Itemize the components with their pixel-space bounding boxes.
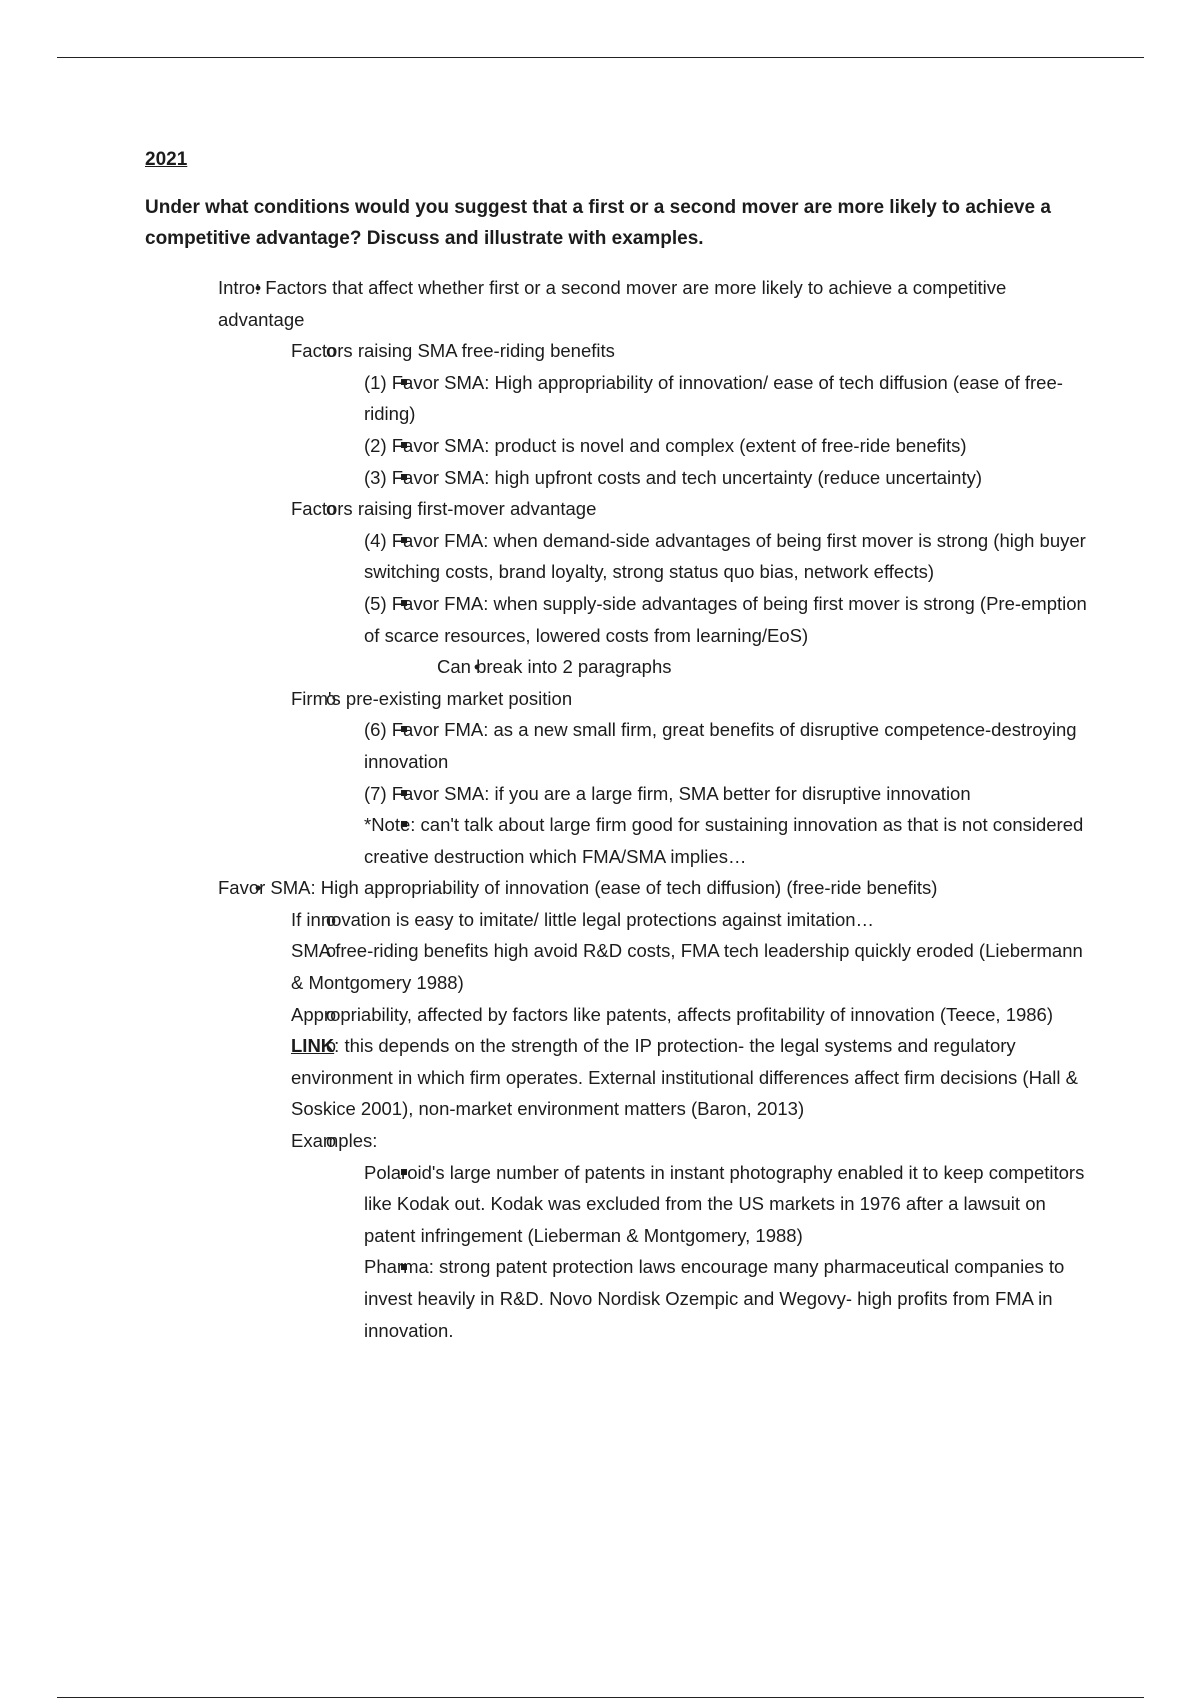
square-bullet-icon — [394, 588, 414, 620]
circle-bullet-icon — [321, 1030, 341, 1063]
list-item: o Examples: Polaroid's large number of patents in instant photography enabled it to keep competitors like Kodak out. Kodak was excluded from the US markets in 1976 after a lawsuit on patent infringement (Lieberman & Montgomery, 1988) Pharma: strong patent protection laws encourage many pharmaceutical companies to invest heavily in R&D. Novo Nordisk Ozempic and Wegovy- high profits from FMA in innovation. — [291, 1125, 1095, 1346]
list-item: Pharma: strong patent protection laws encourage many pharmaceutical companies to invest heavily in R&D. Novo Nordisk Ozempic and Wegovy- high profits from FMA in innovation. — [364, 1251, 1095, 1346]
sublist — [218, 904, 1095, 1346]
sublist — [218, 335, 1095, 872]
square-bullet-icon — [394, 1251, 414, 1283]
circle-bullet-icon — [321, 904, 341, 937]
link-label: LINK — [291, 1035, 335, 1057]
square-bullet-icon — [394, 367, 414, 399]
list-item: • Intro: Factors that affect whether first or a second mover are more likely to achieve a competitive advantage o Factors raising SMA free-riding benefits (1) Favor SMA: High appropriability of innovation/ ease of tech diffusion (ease of free-riding) (2) Favor SMA: product is novel and complex (extent of free-ride benefits) (3) Favor SMA: high upfront costs and tech uncertainty (reduce uncertainty) o Factors raising first-mover advantage (4) Favor FMA: when demand-side advantages of being first mover is strong (high buyer switching costs, brand loyalty, strong status quo bias, network effects) (5) Favor FMA: when supply-side advantages of being first mover is strong (Pre-emption of scarce resources, lowered costs from learning/EoS) • Can break into 2 paragraphs o Firm's pre-existing market position (6) Favor FMA: as a new small firm, great benefits of disruptive competence-destroying innovation (7) Favor SMA: if you are a large firm, SMA better for disruptive innovation *Note: can't talk about large firm good for sustaining innovation as that is not considered creative destruction which FMA/SMA implies… — [218, 272, 1095, 872]
list-item: *Note: can't talk about large firm good for sustaining innovation as that is not considered creative destruction which FMA/SMA implies… — [364, 809, 1095, 872]
list-item: (5) Favor FMA: when supply-side advantages of being first mover is strong (Pre-emption of scarce resources, lowered costs from learning/EoS) • Can break into 2 paragraphs — [364, 588, 1095, 683]
list-item: (6) Favor FMA: as a new small firm, great benefits of disruptive competence-destroying innovation — [364, 714, 1095, 777]
square-bullet-icon — [394, 525, 414, 557]
list-item: o Factors raising first-mover advantage (4) Favor FMA: when demand-side advantages of being first mover is strong (high buyer switching costs, brand loyalty, strong status quo bias, network effects) (5) Favor FMA: when supply-side advantages of being first mover is strong (Pre-emption of scarce resources, lowered costs from learning/EoS) • Can break into 2 paragraphs — [291, 493, 1095, 683]
outline-list — [145, 272, 1095, 1346]
circle-bullet-icon — [321, 999, 341, 1032]
list-item: o Appropriability, affected by factors like patents, affects profitability of innovation (Teece, 1986) — [291, 999, 1095, 1031]
footer-rule — [57, 1697, 1144, 1698]
circle-bullet-icon — [321, 1125, 341, 1158]
list-item: Polaroid's large number of patents in instant photography enabled it to keep competitors like Kodak out. Kodak was excluded from the US markets in 1976 after a lawsuit on patent infringement (Lieberman & Montgomery, 1988) — [364, 1157, 1095, 1252]
list-item: (1) Favor SMA: High appropriability of innovation/ ease of tech diffusion (ease of free-riding) — [364, 367, 1095, 430]
square-bullet-icon — [394, 430, 414, 462]
square-bullet-icon — [394, 778, 414, 810]
sublist — [291, 714, 1095, 872]
sublist — [364, 651, 1095, 683]
circle-bullet-icon — [321, 683, 341, 716]
bullet-icon — [248, 272, 268, 305]
header-rule — [57, 57, 1144, 58]
document-body — [145, 146, 1095, 1346]
bullet-icon — [248, 872, 268, 905]
year-heading: 2021 — [145, 149, 188, 170]
list-item: (3) Favor SMA: high upfront costs and tech uncertainty (reduce uncertainty) — [364, 462, 1095, 494]
circle-bullet-icon — [321, 493, 341, 526]
square-bullet-icon — [394, 462, 414, 494]
list-item: o LINK: this depends on the strength of the IP protection- the legal systems and regulatory environment in which firm operates. External institutional differences affect firm decisions (Hall & Soskice 2001), non-market environment matters (Baron, 2013) — [291, 1030, 1095, 1125]
list-item: o If innovation is easy to imitate/ little legal protections against imitation… — [291, 904, 1095, 936]
sublist — [291, 1157, 1095, 1347]
square-bullet-icon — [394, 809, 414, 841]
square-bullet-icon — [394, 1157, 414, 1189]
list-item: • Favor SMA: High appropriability of innovation (ease of tech diffusion) (free-ride benefits) o If innovation is easy to imitate/ little legal protections against imitation… o SMA free-riding benefits high avoid R&D costs, FMA tech leadership quickly eroded (Liebermann & Montgomery 1988) o Appropriability, affected by factors like patents, affects profitability of innovation (Teece, 1986) o LINK: this depends on the strength of the IP protection- the legal systems and regulatory environment in which firm operates. External institutional differences affect firm decisions (Hall & Soskice 2001), non-market environment matters (Baron, 2013) o Examples: Polaroid's large number of patents in instant photography enabled it to keep competitors like Kodak out. Kodak was excluded from the US markets in 1976 after a lawsuit on patent infringement (Lieberman & Montgomery, 1988) Pharma: strong patent protection laws encourage many pharmaceutical companies to invest heavily in R&D. Novo Nordisk Ozempic and Wegovy- high profits from FMA in innovation. — [218, 872, 1095, 1346]
list-item: (7) Favor SMA: if you are a large firm, SMA better for disruptive innovation — [364, 778, 1095, 810]
square-bullet-icon — [394, 714, 414, 746]
list-item: o SMA free-riding benefits high avoid R&D costs, FMA tech leadership quickly eroded (Liebermann & Montgomery 1988) — [291, 935, 1095, 998]
circle-bullet-icon — [321, 335, 341, 368]
sublist — [291, 525, 1095, 683]
bullet-icon — [467, 651, 487, 684]
list-item: o Firm's pre-existing market position (6) Favor FMA: as a new small firm, great benefits of disruptive competence-destroying innovation (7) Favor SMA: if you are a large firm, SMA better for disruptive innovation *Note: can't talk about large firm good for sustaining innovation as that is not considered creative destruction which FMA/SMA implies… — [291, 683, 1095, 873]
sublist — [291, 367, 1095, 493]
list-item: • Can break into 2 paragraphs — [437, 651, 1095, 683]
question-heading: Under what conditions would you suggest that a first or a second mover are more likely to achieve a competitive advantage? Discuss and illustrate with examples. — [145, 197, 1051, 249]
list-item: o Factors raising SMA free-riding benefits (1) Favor SMA: High appropriability of innovation/ ease of tech diffusion (ease of free-riding) (2) Favor SMA: product is novel and complex (extent of free-ride benefits) (3) Favor SMA: high upfront costs and tech uncertainty (reduce uncertainty) — [291, 335, 1095, 493]
list-item: (4) Favor FMA: when demand-side advantages of being first mover is strong (high buyer switching costs, brand loyalty, strong status quo bias, network effects) — [364, 525, 1095, 588]
list-item: (2) Favor SMA: product is novel and complex (extent of free-ride benefits) — [364, 430, 1095, 462]
circle-bullet-icon — [321, 935, 341, 968]
